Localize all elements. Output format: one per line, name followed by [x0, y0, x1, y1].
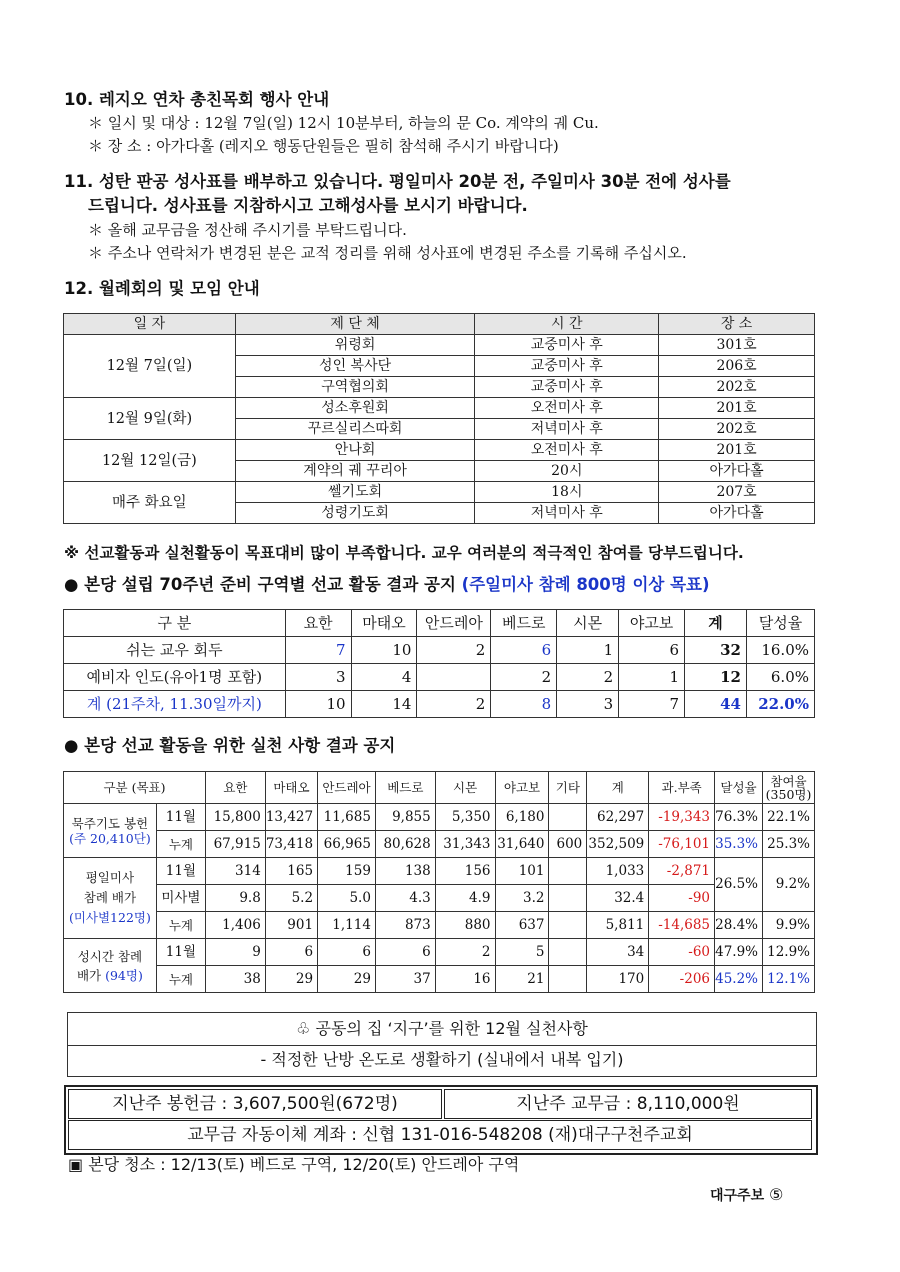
- cell: 11월: [156, 858, 205, 885]
- practice-title: ● 본당 선교 활동을 위한 실천 사항 결과 공지: [64, 736, 396, 755]
- meeting-group: 성령기도회: [235, 503, 475, 524]
- meeting-group: 계약의 궤 꾸리아: [235, 461, 475, 482]
- section-11-line-2: ＊ 주소나 연락처가 변경된 분은 교적 정리를 위해 성사표에 변경된 주소를 기록해 주십시오.: [88, 244, 687, 262]
- cell: 32.4: [587, 885, 649, 912]
- page-number: ⑤: [768, 1185, 784, 1204]
- meeting-table: [63, 313, 815, 524]
- cell: 3: [285, 664, 351, 691]
- mission-table: [63, 609, 815, 718]
- meeting-place: 201호: [659, 440, 815, 461]
- meeting-time: 교중미사 후: [475, 356, 659, 377]
- mission-title: [64, 573, 710, 597]
- cell: 누계: [156, 831, 205, 858]
- section-10-line-1: ＊ 일시 및 대상 : 12월 7일(일) 12시 10분부터, 하늘의 문 Co. 계약의 궤 Cu.: [88, 114, 599, 132]
- cell: [549, 858, 587, 885]
- footer: [710, 1185, 783, 1206]
- cell: 16: [435, 966, 495, 993]
- cell: 25.3%: [763, 831, 815, 858]
- cell: 6: [318, 939, 376, 966]
- cell: 누계: [156, 912, 205, 939]
- meeting-table-header: [64, 314, 815, 335]
- holy-hour-label-1: 성시간 참례: [77, 948, 143, 964]
- cell: 16.0%: [746, 637, 814, 664]
- meeting-place: 202호: [659, 377, 815, 398]
- meeting-place: 아가다홀: [659, 503, 815, 524]
- weekday-mass-label-1: 평일미사: [85, 870, 135, 885]
- header-place: 장 소: [659, 314, 815, 335]
- cell: 21: [495, 966, 549, 993]
- meeting-group: 성소후원회: [235, 398, 475, 419]
- holy-hour-label: [64, 939, 157, 993]
- rosary-label: [64, 804, 157, 858]
- cell: 4: [351, 664, 417, 691]
- header-category: 구 분: [64, 610, 286, 637]
- table-row: [64, 335, 815, 356]
- cell: 4.3: [375, 885, 435, 912]
- cell: 37: [375, 966, 435, 993]
- table-row: [64, 912, 815, 939]
- header-peter: 베드로: [491, 610, 557, 637]
- cell: 4.9: [435, 885, 495, 912]
- cell: [417, 664, 491, 691]
- meeting-group: 꾸르실리스따회: [235, 419, 475, 440]
- table-row: [64, 804, 815, 831]
- cell: 165: [265, 858, 317, 885]
- cell: 13,427: [265, 804, 317, 831]
- holy-hour-label-2: 배가: [76, 967, 102, 983]
- header-category: 구분 (목표): [64, 772, 206, 804]
- header-john: 요한: [206, 772, 266, 804]
- cell: 880: [435, 912, 495, 939]
- weekday-mass-label-3: (미사별122명): [68, 910, 151, 925]
- practice-box-text: - 적정한 난방 온도로 생활하기 (실내에서 내복 입기): [67, 1044, 817, 1077]
- table-row: [64, 691, 815, 718]
- cell: 101: [495, 858, 549, 885]
- cell: 34: [587, 939, 649, 966]
- cell: 26.5%: [715, 858, 763, 912]
- cell: 47.9%: [715, 939, 763, 966]
- cell: 1,114: [318, 912, 376, 939]
- club-icon: ♧: [296, 1019, 311, 1038]
- meeting-place: 206호: [659, 356, 815, 377]
- cell: 5.2: [265, 885, 317, 912]
- dues-total: 지난주 교무금 : 8,110,000원: [444, 1089, 812, 1119]
- cell: 2: [417, 637, 491, 664]
- meeting-place: 301호: [659, 335, 815, 356]
- meeting-date: 12월 9일(화): [64, 398, 236, 440]
- cell: 73,418: [265, 831, 317, 858]
- cell: 9.8: [206, 885, 266, 912]
- cell: 11,685: [318, 804, 376, 831]
- meeting-time: 20시: [475, 461, 659, 482]
- cell: 10: [351, 637, 417, 664]
- weekday-mass-label-2: 참례 배가: [83, 890, 137, 905]
- header-total: 계: [587, 772, 649, 804]
- cell: 6.0%: [746, 664, 814, 691]
- cell: 2: [491, 664, 557, 691]
- meeting-time: 교중미사 후: [475, 335, 659, 356]
- cell: 2: [557, 664, 619, 691]
- cell: 32: [685, 637, 747, 664]
- participation-target: (350명): [765, 786, 812, 802]
- holy-hour-label-3: (94명): [105, 967, 143, 983]
- meeting-date: 12월 7일(일): [64, 335, 236, 398]
- cell: 66,965: [318, 831, 376, 858]
- cell: 3.2: [495, 885, 549, 912]
- header-surplus: 과.부족: [649, 772, 715, 804]
- cell: [549, 939, 587, 966]
- practice-box-title-text: 공동의 집 ‘지구’를 위한 12월 실천사항: [315, 1019, 588, 1038]
- money-box: [64, 1085, 818, 1155]
- cell: [549, 804, 587, 831]
- cell: 31,640: [495, 831, 549, 858]
- cell: 6: [619, 637, 685, 664]
- cell: 누계: [156, 966, 205, 993]
- section-11-title-1: 11. 성탄 판공 성사표를 배부하고 있습니다. 평일미사 20분 전, 주일미사 30분 전에 성사를: [64, 172, 731, 191]
- cell: 80,628: [375, 831, 435, 858]
- cell: 2: [417, 691, 491, 718]
- mission-goal: (주일미사 참례 800명 이상 목표): [461, 575, 710, 594]
- cell: 6: [265, 939, 317, 966]
- cell: 138: [375, 858, 435, 885]
- cell: 62,297: [587, 804, 649, 831]
- cell: 5: [495, 939, 549, 966]
- cell: -76,101: [649, 831, 715, 858]
- cell: 314: [206, 858, 266, 885]
- meeting-time: 저녁미사 후: [475, 503, 659, 524]
- cell: 6: [491, 637, 557, 664]
- header-matthew: 마태오: [265, 772, 317, 804]
- weekday-mass-label: [64, 858, 157, 939]
- header-participation: [763, 772, 815, 804]
- header-simon: 시몬: [435, 772, 495, 804]
- cell: 76.3%: [715, 804, 763, 831]
- offering-total: 지난주 봉헌금 : 3,607,500원(672명): [68, 1089, 442, 1119]
- notice-text: ※ 선교활동과 실천활동이 목표대비 많이 부족합니다. 교우 여러분의 적극적인 참여를 당부드립니다.: [64, 544, 744, 562]
- header-james: 야고보: [619, 610, 685, 637]
- cell: 873: [375, 912, 435, 939]
- header-matthew: 마태오: [351, 610, 417, 637]
- cell: 44: [685, 691, 747, 718]
- cell: 31,343: [435, 831, 495, 858]
- meeting-group: 쎌기도회: [235, 482, 475, 503]
- header-james: 야고보: [495, 772, 549, 804]
- cell: 170: [587, 966, 649, 993]
- header-andrew: 안드레아: [318, 772, 376, 804]
- cell: 2: [435, 939, 495, 966]
- header-group: 제 단 체: [235, 314, 475, 335]
- meeting-place: 아가다홀: [659, 461, 815, 482]
- cell: 11월: [156, 939, 205, 966]
- header-total: 계: [685, 610, 747, 637]
- practice-table: [63, 771, 815, 993]
- table-row: [64, 939, 815, 966]
- meeting-place: 202호: [659, 419, 815, 440]
- table-row: [64, 637, 815, 664]
- header-andrew: 안드레아: [417, 610, 491, 637]
- cell: 29: [318, 966, 376, 993]
- cell: 12.9%: [763, 939, 815, 966]
- meeting-time: 오전미사 후: [475, 398, 659, 419]
- cell: 8: [491, 691, 557, 718]
- meeting-place: 201호: [659, 398, 815, 419]
- cell: [549, 966, 587, 993]
- participation-label: 참여율: [770, 773, 807, 789]
- cell: -206: [649, 966, 715, 993]
- table-row: [64, 664, 815, 691]
- cell: 미사별: [156, 885, 205, 912]
- cell: 5,350: [435, 804, 495, 831]
- cell: 9.2%: [763, 858, 815, 912]
- cell: 9: [206, 939, 266, 966]
- cell: 67,915: [206, 831, 266, 858]
- cell: 1: [619, 664, 685, 691]
- cell: 7: [285, 637, 351, 664]
- table-row: [64, 440, 815, 461]
- cell: 637: [495, 912, 549, 939]
- cell: 9,855: [375, 804, 435, 831]
- mission-title-text: ● 본당 설립 70주년 준비 구역별 선교 활동 결과 공지: [64, 575, 456, 594]
- header-rate: 달성율: [746, 610, 814, 637]
- table-row: [64, 966, 815, 993]
- header-john: 요한: [285, 610, 351, 637]
- header-time: 시 간: [475, 314, 659, 335]
- cell: 1: [557, 637, 619, 664]
- table-row: [64, 482, 815, 503]
- cell: 22.0%: [746, 691, 814, 718]
- section-11-title-2: 드립니다. 성사표를 지참하시고 고해성사를 보시기 바랍니다.: [88, 196, 528, 215]
- footer-name: 대구주보: [710, 1188, 765, 1204]
- cell: 5.0: [318, 885, 376, 912]
- cell: 15,800: [206, 804, 266, 831]
- meeting-group: 성인 복사단: [235, 356, 475, 377]
- mission-table-header: [64, 610, 815, 637]
- table-row: [64, 858, 815, 885]
- practice-table-header: [64, 772, 815, 804]
- cell: -2,871: [649, 858, 715, 885]
- cell: [549, 912, 587, 939]
- section-10-title: 10. 레지오 연차 총친목회 행사 안내: [64, 90, 330, 109]
- section-10-line-2: ＊ 장 소 : 아가다홀 (레지오 행동단원들은 필히 참석해 주시기 바랍니다): [88, 137, 559, 155]
- cell: 45.2%: [715, 966, 763, 993]
- cell: 159: [318, 858, 376, 885]
- rosary-label-1: 묵주기도 봉헌: [71, 815, 149, 831]
- meeting-place: 207호: [659, 482, 815, 503]
- cell: 3: [557, 691, 619, 718]
- row-label: 예비자 인도(유아1명 포함): [64, 664, 286, 691]
- header-simon: 시몬: [557, 610, 619, 637]
- cell: 14: [351, 691, 417, 718]
- section-12-title: 12. 월례회의 및 모임 안내: [64, 279, 260, 298]
- cleaning-notice: ▣ 본당 청소 : 12/13(토) 베드로 구역, 12/20(토) 안드레아 구역: [68, 1155, 520, 1174]
- meeting-group: 구역협의회: [235, 377, 475, 398]
- table-row: [64, 885, 815, 912]
- meeting-time: 오전미사 후: [475, 440, 659, 461]
- auto-transfer-account: 교무금 자동이체 계좌 : 신협 131-016-548208 (재)대구구천주교회: [68, 1120, 812, 1150]
- cell: 29: [265, 966, 317, 993]
- cell: 28.4%: [715, 912, 763, 939]
- cell: 901: [265, 912, 317, 939]
- cell: 35.3%: [715, 831, 763, 858]
- header-peter: 베드로: [375, 772, 435, 804]
- meeting-group: 위령회: [235, 335, 475, 356]
- cell: 352,509: [587, 831, 649, 858]
- cell: 12: [685, 664, 747, 691]
- cell: 1,406: [206, 912, 266, 939]
- meeting-time: 교중미사 후: [475, 377, 659, 398]
- cell: 22.1%: [763, 804, 815, 831]
- cell: 1,033: [587, 858, 649, 885]
- row-label: 쉬는 교우 회두: [64, 637, 286, 664]
- row-label: 계 (21주차, 11.30일까지): [64, 691, 286, 718]
- section-11-line-1: ＊ 올해 교무금을 정산해 주시기를 부탁드립니다.: [88, 221, 407, 239]
- rosary-label-2: (주 20,410단): [69, 830, 151, 846]
- meeting-time: 18시: [475, 482, 659, 503]
- cell: 7: [619, 691, 685, 718]
- practice-box-title: [67, 1012, 817, 1046]
- cell: 5,811: [587, 912, 649, 939]
- cell: 10: [285, 691, 351, 718]
- cell: -60: [649, 939, 715, 966]
- cell: 6: [375, 939, 435, 966]
- cell: -90: [649, 885, 715, 912]
- meeting-group: 안나회: [235, 440, 475, 461]
- meeting-date: 12월 12일(금): [64, 440, 236, 482]
- meeting-date: 매주 화요일: [64, 482, 236, 524]
- cell: 38: [206, 966, 266, 993]
- cell: 9.9%: [763, 912, 815, 939]
- cell: 11월: [156, 804, 205, 831]
- cell: -19,343: [649, 804, 715, 831]
- header-date: 일 자: [64, 314, 236, 335]
- cell: -14,685: [649, 912, 715, 939]
- cell: 6,180: [495, 804, 549, 831]
- cell: 600: [549, 831, 587, 858]
- header-other: 기타: [549, 772, 587, 804]
- meeting-time: 저녁미사 후: [475, 419, 659, 440]
- header-rate: 달성율: [715, 772, 763, 804]
- cell: 156: [435, 858, 495, 885]
- table-row: [64, 398, 815, 419]
- cell: [549, 885, 587, 912]
- table-row: [64, 831, 815, 858]
- cell: 12.1%: [763, 966, 815, 993]
